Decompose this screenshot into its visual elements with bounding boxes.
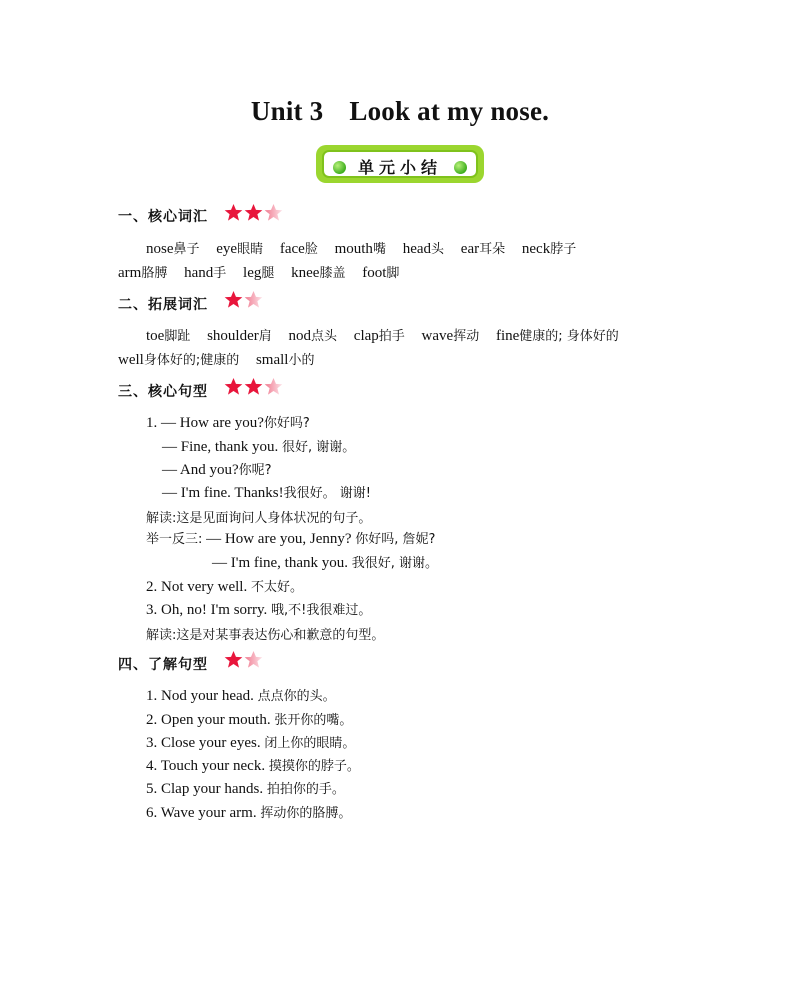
half-star-icon xyxy=(264,377,283,396)
core-vocab-line-1: nose鼻子 eye眼睛 face脸 mouth嘴 head头 ear耳朵 neck脖子 xyxy=(146,241,577,257)
star-icon xyxy=(244,377,263,396)
star-icon xyxy=(244,203,263,222)
star-icon xyxy=(224,290,243,309)
know-sentence-line: 6. Wave your arm. 挥动你的胳膊。 xyxy=(146,805,352,821)
core-sentence-line: — I'm fine, thank you. 我很好, 谢谢。 xyxy=(212,555,439,571)
know-sentence-line: 1. Nod your head. 点点你的头。 xyxy=(146,688,336,704)
core-sentence-line: — And you?你呢? xyxy=(162,462,272,478)
core-sentence-line: — Fine, thank you. 很好, 谢谢。 xyxy=(162,439,356,455)
star-icon xyxy=(224,377,243,396)
know-sentence-line: 3. Close your eyes. 闭上你的眼睛。 xyxy=(146,735,356,751)
rating-stars xyxy=(224,203,283,222)
know-sentence-line: 4. Touch your neck. 摸摸你的脖子。 xyxy=(146,758,360,774)
rating-stars xyxy=(224,290,263,309)
unit-summary-badge xyxy=(316,145,484,183)
section-heading-ext-vocab: 二、拓展词汇 xyxy=(118,297,208,313)
core-sentence-line: 1. — How are you?你好吗? xyxy=(146,415,310,431)
core-sentence-line: 举一反三: — How are you, Jenny? 你好吗, 詹妮? xyxy=(146,531,436,547)
star-icon xyxy=(224,203,243,222)
rating-stars xyxy=(224,377,283,396)
unit-sentence: Look at my nose. xyxy=(349,96,550,126)
section-heading-core-sentences: 三、核心句型 xyxy=(118,384,208,400)
rating-stars xyxy=(224,650,263,669)
page-title xyxy=(0,96,800,127)
core-vocab-line-2: arm胳膊 hand手 leg腿 knee膝盖 foot脚 xyxy=(118,265,400,281)
core-sentence-line: — I'm fine. Thanks!我很好。 谢谢! xyxy=(162,485,371,501)
section-heading-know-sentences: 四、了解句型 xyxy=(118,657,208,673)
ext-vocab-line-1: toe脚趾 shoulder肩 nod点头 clap拍手 wave挥动 fine健康的; 身体好的 xyxy=(146,328,619,344)
badge-label: 单元小结 xyxy=(357,158,442,177)
know-sentence-line: 2. Open your mouth. 张开你的嘴。 xyxy=(146,712,353,728)
explanation-note: 解读:这是见面询问人身体状况的句子。 xyxy=(146,511,372,526)
section-heading-core-vocab: 一、核心词汇 xyxy=(118,209,208,225)
half-star-icon xyxy=(264,203,283,222)
core-sentence-line: 3. Oh, no! I'm sorry. 哦,不!我很难过。 xyxy=(146,602,372,618)
unit-label: Unit 3 xyxy=(250,96,324,126)
explanation-note: 解读:这是对某事表达伤心和歉意的句型。 xyxy=(146,628,385,643)
half-star-icon xyxy=(244,650,263,669)
ext-vocab-line-2: well身体好的;健康的 small小的 xyxy=(118,352,315,368)
star-icon xyxy=(224,650,243,669)
core-sentence-line: 2. Not very well. 不太好。 xyxy=(146,579,303,595)
know-sentence-line: 5. Clap your hands. 拍拍你的手。 xyxy=(146,781,345,797)
half-star-icon xyxy=(244,290,263,309)
